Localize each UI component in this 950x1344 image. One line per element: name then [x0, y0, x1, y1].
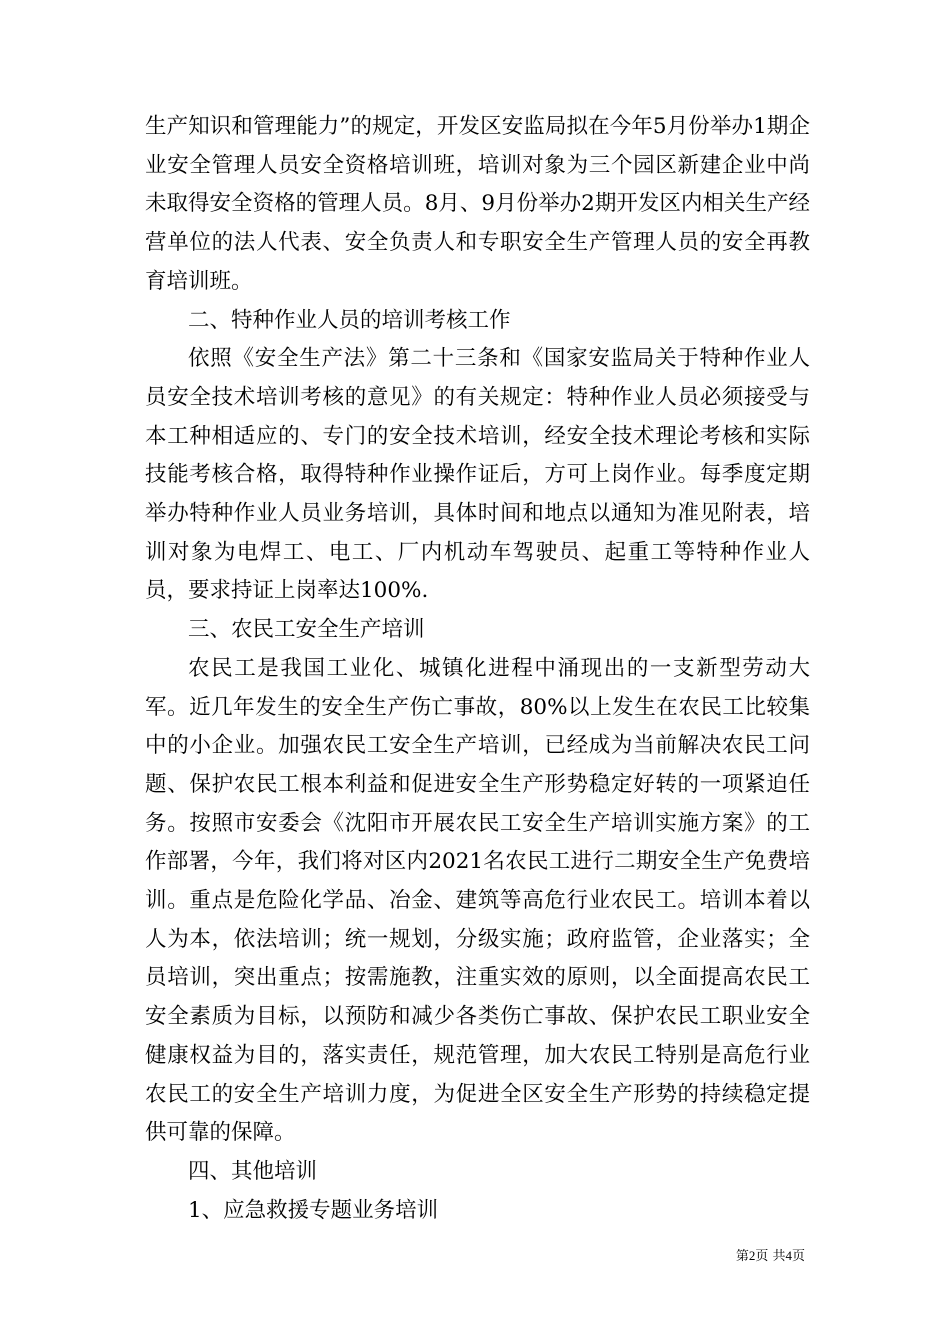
document-body	[145, 108, 810, 1230]
footer-suffix: 页	[791, 1249, 805, 1264]
section-heading-other-training: 四、其他培训	[188, 1158, 318, 1184]
subsection-heading-emergency-training: 1、应急救援专题业务培训	[188, 1197, 439, 1223]
footer-total-pages: 4	[785, 1248, 792, 1263]
footer-prefix: 第	[735, 1249, 749, 1264]
section-heading-special-operations: 二、特种作业人员的培训考核工作	[188, 307, 511, 333]
paragraph-migrant-workers: 农民工是我国工业化、城镇化进程中涌现出的一支新型劳动大军。近几年发生的安全生产伤亡事故，80%以上发生在农民工比较集中的小企业。加强农民工安全生产培训，已经成为当前解决农民工问题、保护农民工根本利益和促进安全生产形势稳定好转的一项紧迫任务。按照市安委会《沈阳市开展农民工安全生产培训实施方案》的工作部署，今年，我们将对区内2021名农民工进行二期安全生产免费培训。重点是危险化学品、冶金、建筑等高危行业农民工。培训本着以人为本，依法培训；统一规划，分级实施；政府监管，企业落实；全员培训，突出重点；按需施教，注重实效的原则，以全面提高农民工安全素质为目标，以预防和减少各类伤亡事故、保护农民工职业安全健康权益为目的，落实责任，规范管理，加大农民工特别是高危行业农民工的安全生产培训力度，为促进全区安全生产形势的持续稳定提供可靠的保障。	[145, 655, 810, 1146]
section-heading-migrant-workers: 三、农民工安全生产培训	[188, 617, 425, 643]
footer-middle: 页 共	[755, 1249, 786, 1264]
paragraph-special-operations: 依照《安全生产法》第二十三条和《国家安监局关于特种作业人员安全技术培训考核的意见》的有关规定：特种作业人员必须接受与本工种相适应的、专门的安全技术培训，经安全技术理论考核和实际技能考核合格，取得特种作业操作证后，方可上岗作业。每季度定期举办特种作业人员业务培训，具体时间和地点以通知为准见附表，培训对象为电焊工、电工、厂内机动车驾驶员、起重工等特种作业人员，要求持证上岗率达100%.	[145, 346, 810, 604]
page-number-footer	[736, 1248, 805, 1265]
paragraph-continuation: 生产知识和管理能力”的规定，开发区安监局拟在今年5月份举办1期企业安全管理人员安全资格培训班，培训对象为三个园区新建企业中尚未取得安全资格的管理人员。8月、9月份举办2期开发区内相关生产经营单位的法人代表、安全负责人和专职安全生产管理人员的安全再教育培训班。	[145, 114, 810, 294]
footer-current-page: 2	[748, 1248, 756, 1263]
